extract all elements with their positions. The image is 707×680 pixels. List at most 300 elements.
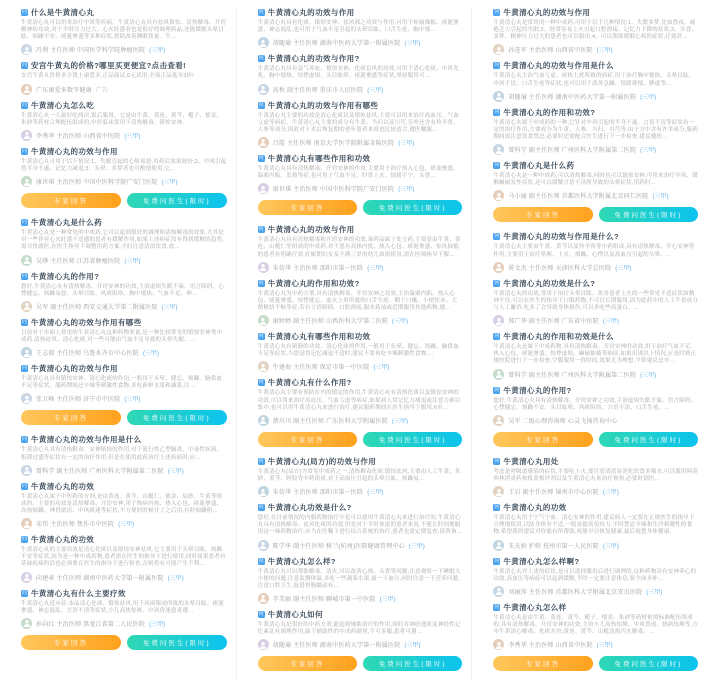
- answer-text: 牛黄清心丸的功效,常用于治疗头晕目眩、改善患者上火的一些常见不适症状如精神不佳,可以在医生的指导下口服药物,不可以长期服用,因为此药中的人工牛黄成分与人工麝香,吃多了会导致身体损伤,可以多吃些高蛋白、...: [493, 290, 699, 311]
- hospital-badge: (三甲): [124, 397, 141, 404]
- answer-text: 牛黄清心丸一天最好吃两次,饭后服用。它是由牛黄、黄连、黄芩、栀子、郁金、朱砂等药材合理配伍组成的,中医临床常用于清热解毒、镇惊安神。: [21, 112, 223, 126]
- question-row: [493, 502, 698, 513]
- question-row: [493, 7, 698, 18]
- doctor-info: 朱天娇 护师 抚州市第一人民医院: [508, 543, 599, 550]
- question-title[interactable]: 牛黄清心丸的作用?: [31, 271, 100, 281]
- question-row: [258, 456, 463, 467]
- doctor-avatar: [258, 262, 269, 273]
- answer-text: 牛黄清心丸是常用的一种中成药,可用于以下几种情况:1、失眠多梦,比如熬夜、疲倦乏力引起的失眠;2、经常容易上火引起口腔溃疡、记忆力下降的症状;3、头昏、多梦、精神压力过大的患者也可以服用;4、可以帮助缓解心烦的症状,疗效甚...: [493, 20, 698, 41]
- question-icon: 问: [494, 233, 500, 240]
- answer-text: 牛黄清心丸(局方)为常见中成药之一,清热解毒化痰,镇惊祛风,主要由人工牛黄、朱砂、黄芩、阿胶等中药组成,对于高血压引起的头晕目眩、烦躁易...: [257, 468, 461, 482]
- question-icon: 问: [258, 226, 264, 233]
- person-icon: [23, 619, 31, 627]
- qa-item: [493, 385, 698, 426]
- person-icon: [495, 263, 503, 271]
- question-row: [258, 153, 463, 164]
- question-row: [493, 107, 698, 118]
- question-title[interactable]: 牛黄清心丸的功效与作用是什么: [503, 61, 614, 71]
- doctor-row: [493, 639, 698, 650]
- qa-item: [21, 100, 227, 141]
- free-consult-button[interactable]: 免费问医生(限时): [599, 207, 698, 222]
- doctor-row: [258, 183, 463, 194]
- doctor-info: 朱信华 主治医师 邵阳市第一医院: [272, 490, 364, 497]
- answer-text: 牛黄清心丸用于宁气宁血、清心安神的作用,建议病人一定要在正规医生的指导下合理地使用,以防身体有不适,一般是提高免疫力,平时禁忌辛辣和生冷刺激性的食物,希望我的建议对你能有所帮助,祝愿早日恢复健康,最后祝您身体健康。: [493, 515, 695, 536]
- qa-item: [21, 217, 227, 265]
- question-row: [21, 60, 227, 71]
- card-actions: [493, 207, 698, 222]
- question-title[interactable]: 牛黄清心丸的功效与作用是什么?: [503, 232, 619, 242]
- answer-text: 目前对于市面上常见的牛黄清心丸这种药物来说,是一种比较常见的镇惊安神类中成药,清热祛风、清心化痰,对一些可能由气血不足导致的头晕失眠、...: [21, 329, 223, 343]
- person-icon: [495, 587, 503, 595]
- doctor-avatar: [493, 486, 504, 497]
- person-icon: [23, 466, 31, 474]
- doctor-avatar: [258, 639, 269, 650]
- question-row: [21, 146, 227, 157]
- expert-answer-button[interactable]: 专家回答: [21, 193, 121, 208]
- doctor-info: 吴军 副主任医师 西安交通大学第二附属医院: [36, 304, 158, 311]
- question-icon: 问: [258, 610, 264, 617]
- doctor-row: [258, 486, 463, 497]
- qa-item: [493, 502, 698, 550]
- person-icon: [495, 46, 503, 54]
- person-icon: [259, 138, 267, 146]
- hospital-badge: (三甲): [404, 41, 421, 48]
- qa-item: [21, 317, 227, 358]
- doctor-info: 宋伟 主治医师 焦作市中医院: [36, 522, 115, 529]
- doctor-row: [493, 91, 698, 102]
- card-actions: [258, 432, 463, 447]
- question-row: [258, 100, 463, 111]
- question-row: [21, 534, 227, 545]
- question-icon: 问: [258, 504, 264, 511]
- person-icon: [23, 46, 31, 54]
- doctor-avatar: [493, 315, 504, 326]
- qa-item: [21, 60, 227, 94]
- qa-item: [258, 609, 463, 650]
- doctor-info: 王岩 副主任医师 锦州市中心医院: [508, 490, 599, 497]
- doctor-info: 吴军 二级心理咨询师 心灵飞扬咨询中心: [508, 418, 618, 425]
- doctor-row: [493, 190, 698, 201]
- person-icon: [495, 317, 503, 325]
- question-icon: 问: [258, 379, 264, 386]
- hospital-badge: (三甲): [398, 187, 415, 194]
- question-row: [493, 331, 698, 342]
- qa-item: [21, 434, 227, 475]
- person-icon: [259, 641, 267, 649]
- doctor-info: 牛建海 主任医师 保定市第一中医院: [272, 365, 370, 372]
- question-icon: 问: [21, 436, 27, 443]
- doctor-info: 马小丽 副主任医师 首都医科大学附属北京同仁医院: [508, 194, 649, 201]
- free-consult-button[interactable]: 免费问医生(限时): [127, 410, 227, 425]
- person-icon: [259, 416, 267, 424]
- person-icon: [23, 302, 31, 310]
- doctor-avatar: [493, 44, 504, 55]
- doctor-info: 李秀华 主治医师 山西省中医院: [508, 643, 593, 650]
- question-title[interactable]: 牛黄清心丸的作用?: [503, 385, 572, 395]
- doctor-row: [258, 262, 463, 273]
- expert-answer-button[interactable]: 专家回答: [258, 656, 357, 671]
- free-consult-button[interactable]: 免费问医生(限时): [363, 432, 462, 447]
- question-title[interactable]: 牛黄清心丸的功效与作用有哪些: [267, 100, 379, 110]
- hospital-badge: (三甲): [161, 180, 178, 187]
- question-row: [21, 317, 227, 328]
- hospital-badge: (三甲): [149, 621, 166, 628]
- doctor-info: 蒋文杰 主任医师 天津医科大学总医院: [508, 265, 612, 272]
- doctor-avatar: [258, 183, 269, 194]
- answer-text: 牛黄清心丸主要有预防在内的镇定的作用,牛黄清心丸有清热化痰以及镇惊安神的功效,可以用来治疗高血压、气血亏虚等病症,如果病人常记忆力减退或注意力难以集中,也可以用牛黄清心丸来进行治疗,建议服药期间在医生指导下服用,6至...: [257, 390, 461, 411]
- question-icon: 问: [21, 365, 27, 372]
- question-title[interactable]: 牛黄清心丸的功效与作用: [267, 225, 355, 235]
- person-icon: [259, 263, 267, 271]
- free-consult-button[interactable]: 免费问医生(限时): [363, 656, 462, 671]
- question-title[interactable]: 牛黄清心丸怎么吃: [31, 100, 95, 110]
- doctor-row: [258, 37, 463, 48]
- doctor-avatar: [21, 44, 32, 55]
- answer-text: 牛黄清心丸主要由牛黄、黄芩以及羚羊角等中药组成,具有清热解毒、平心安神等作用,主要用于治疗晕厥、上火、烦躁、心悸以及高血压引起的头晕、...: [493, 244, 695, 258]
- question-title[interactable]: 牛黄清心丸的作用和功效是什么: [503, 332, 614, 342]
- qa-item: [493, 278, 698, 326]
- doctor-row: [21, 176, 227, 187]
- question-title[interactable]: 牛黄清心丸的功效与作用: [267, 8, 355, 17]
- qa-item: [21, 363, 227, 404]
- answer-text: 牛黄清心丸的主要功效是清心化痰以及镇惊安神祛风,它主要用于头晕目眩、烦躁不安等症状,因为是一种中成药物,患者需在医生的指导下进行使用,同时如果患者有基础疾病的话也必须要在医生的指导下进行检查,否则将有可能产生不利...: [21, 547, 226, 568]
- question-row: [258, 331, 463, 342]
- doctor-info: 高秋 副主任医师 重庆市人民医院: [272, 87, 364, 94]
- doctor-avatar: [258, 486, 269, 497]
- expert-answer-button[interactable]: 专家回答: [21, 635, 121, 650]
- expert-answer-button[interactable]: 专家回答: [493, 207, 592, 222]
- person-icon: [495, 92, 503, 100]
- question-icon: 问: [258, 101, 264, 108]
- question-row: [21, 100, 227, 111]
- question-title[interactable]: 牛黄清心丸怎么样: [503, 602, 567, 612]
- hospital-badge: (三甲): [367, 87, 384, 94]
- question-title[interactable]: 牛黄清心丸的功效: [503, 503, 567, 513]
- person-icon: [259, 85, 267, 93]
- question-title[interactable]: 牛黄清心丸如何: [267, 609, 323, 619]
- expert-answer-button[interactable]: 专家回答: [258, 432, 357, 447]
- person-icon: [23, 349, 31, 357]
- answer-text: 牛黄清心丸是一种常见的中成药,它可以起到很好的调理和清热解毒的效果,尤其是对一些伴有心火旺盛不适感的患者有缓解作用,如果上述病症没有得到缓解的趋势,需尽快就医,在医生指导下调整用药方案,平时注意清淡饮食,放...: [21, 230, 224, 251]
- card-actions: [493, 432, 698, 447]
- question-row: [21, 363, 227, 374]
- question-icon: 问: [494, 504, 500, 511]
- qa-card-items: [21, 434, 227, 628]
- qa-card: [493, 7, 698, 222]
- doctor-row: [493, 44, 698, 55]
- doctor-avatar: [258, 361, 269, 372]
- answer-text: 牛黄清心丸适应症:本品清心化痰、镇惊祛风,用于风痰阻闭所致的头晕目眩、痰涎壅盛、神志混乱、言语不清等症状,小儿高热惊厥、中风昏迷患者遵...: [21, 600, 224, 614]
- qa-item: [493, 60, 698, 101]
- doctor-info: 辛美丽 副主任医师 聊城市第一中医院: [272, 596, 376, 603]
- question-icon: 问: [494, 603, 500, 610]
- question-row: [21, 434, 227, 445]
- doctor-row: [21, 255, 227, 266]
- question-row: [493, 456, 698, 467]
- person-icon: [495, 146, 503, 154]
- person-icon: [23, 520, 31, 528]
- question-icon: 问: [21, 9, 27, 15]
- expert-answer-button[interactable]: 专家回答: [258, 200, 357, 215]
- free-consult-button[interactable]: 免费问医生(限时): [599, 656, 698, 671]
- question-title[interactable]: 牛黄清心丸的功效与作用有哪些: [31, 317, 142, 327]
- question-icon: 问: [494, 279, 500, 286]
- doctor-row: [21, 572, 227, 583]
- card-actions: [258, 656, 463, 671]
- question-title[interactable]: 什么是牛黄清心丸: [31, 8, 95, 17]
- question-row: [258, 377, 463, 388]
- qa-card: [258, 7, 463, 215]
- free-consult-button[interactable]: 免费问医生(限时): [127, 193, 227, 208]
- person-icon: [259, 488, 267, 496]
- question-title[interactable]: 牛黄清心丸是什么药: [31, 218, 103, 228]
- qa-column-3: [471, 7, 707, 680]
- question-row: [493, 160, 698, 171]
- qa-item: [493, 231, 698, 272]
- question-title[interactable]: 牛黄清心丸用处: [503, 456, 559, 466]
- qa-card: [258, 224, 463, 447]
- answer-text: 牛黄清心丸具有化痰、镇惊安神、祛风邪之功效与作用,可用于惊痫抽搐、痰涎壅盛、神志混乱,也可用于气血不足引起的头晕目眩、口舌生疮、胸中郁...: [257, 20, 459, 34]
- qa-item: [258, 456, 463, 497]
- question-icon: 问: [494, 386, 500, 393]
- doctor-avatar: [493, 91, 504, 102]
- person-icon: [495, 370, 503, 378]
- person-icon: [495, 541, 503, 549]
- doctor-avatar: [21, 255, 32, 266]
- card-actions: [21, 410, 227, 425]
- question-icon: 问: [494, 162, 500, 169]
- expert-answer-button[interactable]: 专家回答: [493, 656, 592, 671]
- doctor-row: [258, 540, 463, 551]
- doctor-row: [493, 369, 698, 380]
- qa-item: [258, 224, 463, 272]
- hospital-badge: (三甲): [142, 351, 159, 358]
- qa-card-items: [258, 456, 463, 650]
- question-title[interactable]: 牛黄清心丸怎么样?: [267, 556, 336, 566]
- question-title[interactable]: 牛黄清心丸怎么样啊?: [503, 556, 580, 566]
- doctor-avatar: [258, 540, 269, 551]
- answer-text: 牛黄清心丸为中药方剂,具有清热解毒、开窍安神之功效,主治温邪内陷、热入心包、痰涎壅盛、惊悸健忘、虚火上炎所致的口舌生疮、咽干口燥、小便短赤、大便秘结不畅等症,若有言语障碍、口腔溃疡,服本药前或近期服用其他药物,遵...: [257, 290, 458, 311]
- question-title[interactable]: 牛黄清心丸的功效与作用: [31, 364, 118, 374]
- expert-answer-button[interactable]: 专家回答: [493, 432, 592, 447]
- question-icon: 问: [494, 9, 500, 15]
- question-row: [493, 385, 698, 396]
- qa-item: [258, 278, 463, 326]
- doctor-row: [493, 315, 698, 326]
- answer-text: 您好,在目前情况的内服药物治疗中是可以使用牛黄清心丸来进行治疗的,牛黄清心丸具有清热解毒、祛风化痰的功效,但是对于平时体虚的患者来说,不能长时间地服用这一味药物治疗,应当在医嘱下进行综合系统的治疗,患者也需定期复查,请咨询...: [257, 515, 462, 536]
- free-consult-button[interactable]: 免费问医生(限时): [599, 432, 698, 447]
- question-row: [21, 271, 227, 282]
- doctor-avatar: [493, 144, 504, 155]
- answer-text: 牛黄清心丸具有清热解毒、开窍安神的作用,主要用于治疗热入心包、痰浊壅盛、温邪内陷、发热等症,也可用于气血不足、时常上火、情绪不宁、头昏...: [257, 165, 459, 180]
- hospital-badge: (三甲): [367, 490, 384, 497]
- doctor-info: 陈学华 副主任医师 树兰(杭州)医院健康管理中心: [272, 543, 405, 550]
- question-title[interactable]: 牛黄清心丸的功效: [31, 481, 95, 491]
- doctor-info: 刘丽萍 主任医师 首都医科大学附属北京安贞医院: [508, 589, 643, 596]
- qa-item: [21, 146, 227, 187]
- hospital-badge: (三甲): [602, 490, 619, 497]
- question-title[interactable]: 牛黄清心丸的作用和功效?: [267, 278, 360, 288]
- question-row: [258, 7, 463, 18]
- doctor-row: [21, 347, 227, 358]
- qa-item: [258, 153, 463, 194]
- doctor-row: [21, 618, 227, 629]
- question-title[interactable]: 牛黄清心丸的功效与作用?: [267, 54, 360, 64]
- hospital-badge: (三甲): [167, 575, 184, 582]
- person-icon: [23, 256, 31, 264]
- question-title[interactable]: 牛黄清心丸是什么药: [503, 161, 575, 171]
- question-icon: 问: [494, 557, 500, 564]
- question-icon: 问: [494, 108, 500, 115]
- doctor-avatar: [21, 130, 32, 141]
- person-icon: [259, 363, 267, 371]
- doctor-row: [258, 137, 463, 148]
- question-title[interactable]: 牛黄清心丸的作用和功效?: [503, 107, 596, 117]
- answer-text: 牛黄清心丸具有益气养血、镇惊安神、化痰息风的功效,可用于清心化痰、中风先兆、胸中郁热、惊悸虚烦、头目眩晕、痰涎壅盛等症状,坚持服用可...: [257, 66, 459, 80]
- hospital-badge: (三甲): [367, 265, 384, 272]
- question-title[interactable]: 牛黄清心丸的功效是什么?: [503, 278, 596, 288]
- question-icon: 问: [21, 589, 27, 596]
- hospital-badge: (三甲): [602, 319, 619, 326]
- question-title[interactable]: 牛黄清心丸有什么主要疗效: [31, 588, 126, 598]
- doctor-info: 胡随瑜 主任医师 湖南中医药大学第一附属医院: [508, 94, 637, 101]
- answer-text: 牛黄清心丸可用于以下情况:1、失眠引起的心烦易怒,用药后效果较好;2、中风引起的半身不遂、记忆力减退;3、头晕、多梦者也可酌情使用,它...: [21, 158, 227, 172]
- question-icon: 问: [258, 333, 264, 340]
- qa-column-1: [0, 7, 236, 659]
- question-row: [493, 231, 698, 242]
- qa-item: [258, 331, 463, 372]
- doctor-row: [493, 586, 698, 597]
- qa-card-items: [21, 7, 227, 187]
- doctor-row: [21, 130, 227, 141]
- hospital-badge: 广告: [95, 87, 108, 94]
- qa-card: [21, 217, 227, 425]
- hospital-badge: (三甲): [652, 194, 669, 201]
- doctor-row: [258, 415, 463, 426]
- doctor-row: [493, 415, 698, 426]
- answer-text: 考虑是呼吸道感染的症状,不要吃上火,要注意清淡易消化饮食多喝水,可以服用阿莫西林消炎药和板蓝根冲剂以及牛黄清心丸来治疗观察,必要时到医...: [493, 468, 699, 482]
- hospital-badge: (三甲): [398, 140, 415, 147]
- doctor-row: [258, 84, 463, 95]
- question-title[interactable]: 牛黄清心丸有什么作用?: [267, 378, 352, 388]
- person-icon: [23, 178, 31, 186]
- answer-text: 牛黄清心丸属于中成药的一种,它针对中风引起的半身不遂、言语不清等症状有一定的治疗作用,主要成分为牛黄、人参、当归、川芎等,由于方中含有许多成分,服药期间需注意饮食禁忌,必要时还需配合医生进行下一步检查,建议遵医...: [493, 119, 699, 140]
- question-title[interactable]: 牛黄清心丸有哪些作用和功效: [267, 153, 371, 163]
- question-title[interactable]: 牛黄清心丸有哪些作用和功效: [267, 332, 371, 342]
- doctor-info: 曾科学 副主任医师 广州医科大学附属第二医院: [508, 372, 637, 379]
- qa-card: [21, 434, 227, 649]
- qa-card: [493, 231, 698, 446]
- hospital-badge: (三甲): [379, 596, 396, 603]
- question-icon: 问: [21, 272, 27, 279]
- hospital-badge: (三甲): [596, 48, 613, 55]
- question-title[interactable]: 牛黄清心丸的功效与作用是什么: [31, 435, 142, 445]
- question-icon: 问: [494, 457, 500, 464]
- doctor-row: [258, 593, 463, 604]
- qa-item: [21, 7, 227, 55]
- qa-card-items: [21, 217, 227, 404]
- doctor-avatar: [493, 540, 504, 551]
- doctor-row: [258, 315, 463, 326]
- question-row: [258, 609, 463, 620]
- answer-text: 牛黄清心丸可以帮助解毒、清火,可以改善心烦、头昏等问题,注意观察一下睡眠大小便的问题,注意监测体温,多吃一些蔬菜水果,量一下血压,同时注意一下营养问题,注意口腔卫生,促进胃肠蠕动有...: [257, 568, 461, 589]
- person-icon: [259, 594, 267, 602]
- question-row: [21, 7, 227, 18]
- answer-text: 牛黄清心丸对上述的症状,是可以选择服用后进行调理的,这种药物具有安神养心的功效,高血压等病症可以起到缓解,平时一定要注意休息,要全面多补...: [493, 568, 697, 582]
- doctor-avatar: [493, 190, 504, 201]
- doctor-avatar: [258, 593, 269, 604]
- free-consult-button[interactable]: 免费问医生(限时): [127, 635, 227, 650]
- answer-text: 安宫牛黄丸价格多少钱上康爱多,正品保证,0元试用,全场正品低至3折!: [21, 73, 195, 80]
- doctor-row: [21, 301, 227, 312]
- person-icon: [495, 416, 503, 424]
- qa-item: [493, 456, 698, 497]
- question-icon: 问: [21, 536, 27, 543]
- question-title[interactable]: 牛黄清心丸功效是什么?: [267, 503, 352, 513]
- question-title[interactable]: 牛黄清心丸的功效: [31, 535, 95, 545]
- hospital-badge: (三甲): [124, 133, 141, 140]
- expert-answer-button[interactable]: 专家回答: [21, 410, 121, 425]
- doctor-row: [258, 361, 463, 372]
- doctor-info: 孙连军 主治医师 山西省中医院: [508, 48, 593, 55]
- person-icon: [495, 488, 503, 496]
- answer-text: 牛黄清心丸是一种中成药,可以清热解毒,同时也可以镇惊安神,可用来治疗中风、缓解癫痫发作症状,还可以缓解言语不清所导致的头晕症状,用药时...: [493, 173, 699, 187]
- question-row: [21, 588, 227, 599]
- question-icon: 问: [21, 482, 27, 489]
- doctor-avatar: [493, 586, 504, 597]
- person-icon: [495, 192, 503, 200]
- card-actions: [21, 193, 227, 208]
- hospital-badge: (三甲): [404, 643, 421, 650]
- doctor-row: [21, 44, 227, 55]
- qa-item: [258, 53, 463, 94]
- free-consult-button[interactable]: 免费问医生(限时): [363, 200, 462, 215]
- question-icon: 问: [21, 147, 27, 154]
- qa-item: [21, 534, 227, 582]
- hospital-badge: (三甲): [392, 319, 409, 326]
- doctor-avatar: [493, 639, 504, 650]
- answer-text: 牛黄清心丸可以用来治疗中风等疾病。牛黄清心丸具有祛风镇惊、清热解毒、开窍醒神的功效,对于平时压力过大、心火旺盛者也是很好的调理药品,还能缓解头晕目眩、烦躁不安、痰涎壅盛等多种症状,帮助改善睡眠质量。牛...: [21, 20, 227, 41]
- doctor-avatar: [21, 301, 32, 312]
- qa-item: [493, 160, 698, 201]
- question-title[interactable]: 牛黄清心丸的功效与作用: [503, 8, 591, 17]
- doctor-avatar: [258, 315, 269, 326]
- question-row: [493, 602, 698, 613]
- question-title[interactable]: 牛黄清心丸的功效与作用: [31, 146, 118, 156]
- answer-text: 牛黄清心丸是属于中成药物,具有清热解毒、开窍安神的功效,用于治疗气血不足、热入心包、痰涎壅盛、惊悸虚烦、癫痫抽搐等病症,如果出现以上情况,应及时到正规医院进行下一步检查,空腹服用一段时间,效果尤为理想,平常建议忌辛...: [493, 344, 697, 365]
- doctor-info: 蔡川川 副主任医师 广东医科大学附属医院: [272, 418, 389, 425]
- answer-text: 您好,牛黄清心丸具有清热解毒、开窍安神之功效,主治虚烦失眠不寐、语言障碍、心悸健忘、烦躁不安、头目眩晕、风痰阻络、言语不清、口舌生疮、...: [493, 397, 697, 411]
- doctor-avatar: [493, 262, 504, 273]
- question-title[interactable]: 牛黄清心丸(局方)的功效与作用: [267, 456, 377, 466]
- answer-text: 您好,牛黄清心丸有清热解毒、开窍安神的功效,主治虚烦失眠不寐、语言障碍、心悸健忘、烦躁易怒、头晕目眩、风痰阻络、胸中郁热、气血不足、神...: [21, 283, 224, 297]
- person-icon: [259, 541, 267, 549]
- question-icon: 问: [258, 55, 264, 62]
- doctor-info: 曾科学 副主任医师 广州医科大学附属第二医院: [36, 468, 164, 475]
- qa-card: [258, 456, 463, 671]
- hospital-badge: (三甲): [640, 94, 657, 101]
- card-actions: [21, 635, 227, 650]
- qa-item: [258, 100, 463, 148]
- question-icon: 问: [258, 279, 264, 286]
- qa-card: [493, 456, 698, 671]
- answer-text: 牛黄清心丸具有清热解毒和开窍安神的功效,该药品属于处方药,主要是由牛黄、黄连、山栀仁等组成的中成药,对于患有高热内扰、热入心包、痰涎壅盛、惊风抽搐的患者有明确疗效,妊娠期妇女及不满三岁的幼儿如需使用,需在医师指导下服...: [257, 237, 461, 258]
- doctor-avatar: [21, 176, 32, 187]
- doctor-avatar: [258, 137, 269, 148]
- hospital-badge: (三甲): [640, 148, 657, 155]
- question-icon: 问: [494, 62, 500, 69]
- question-title[interactable]: 安宫牛黄丸的价格?哪里买更便宜?点击查看!: [31, 61, 187, 71]
